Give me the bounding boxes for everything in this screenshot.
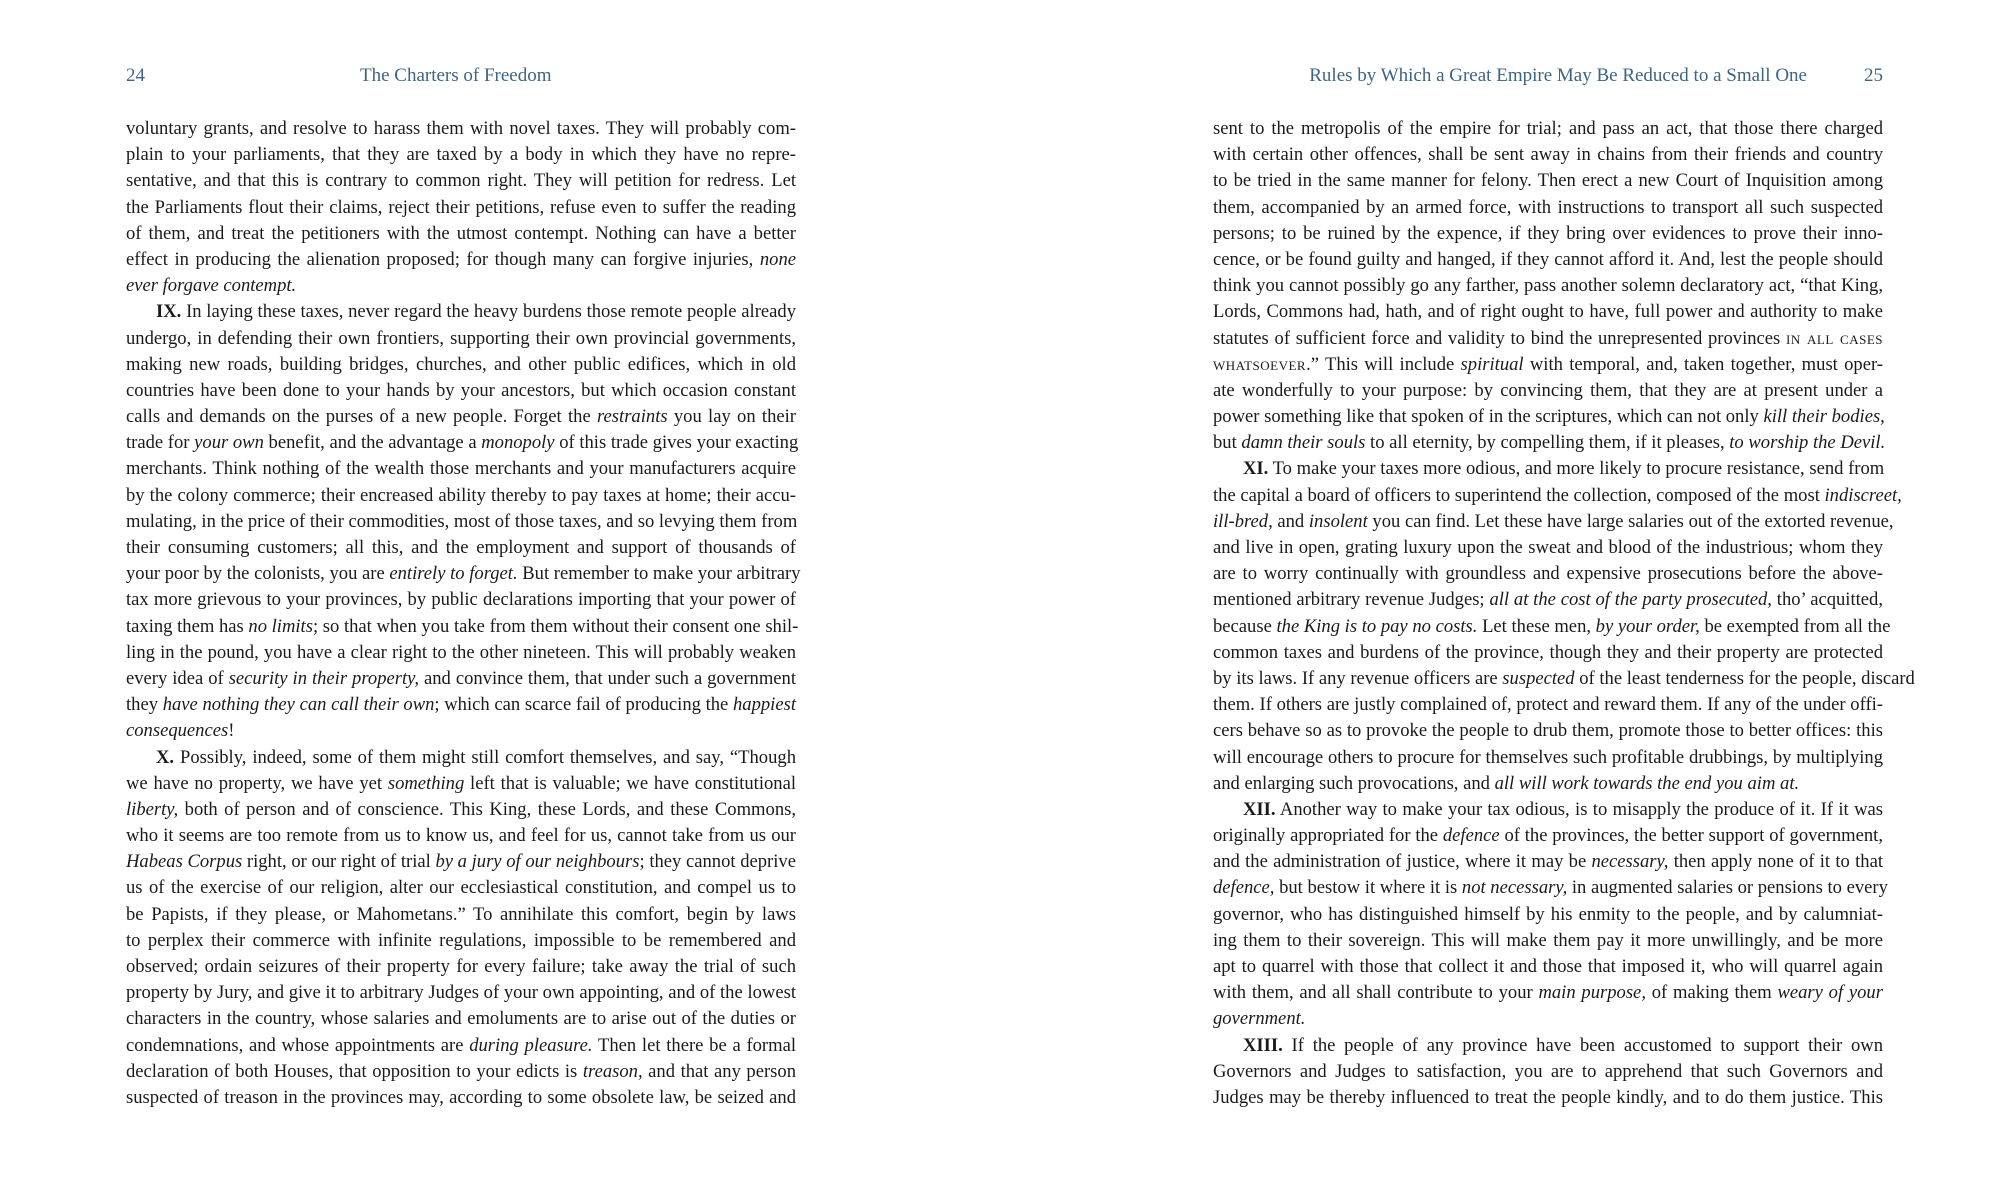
left-page-header [126, 64, 796, 88]
text-segment: of the least tenderness for the people, discard [1574, 667, 1915, 689]
text-line [126, 116, 796, 142]
text-segment: left that is valuable; we have constitutional [464, 772, 796, 794]
text-line [1213, 1033, 1883, 1059]
text-segment: with certain other offences, shall be sent away in chains from their friends and country [1213, 144, 1883, 166]
text-line [1213, 745, 1883, 771]
text-line [126, 247, 796, 273]
text-segment: we have no property, we have yet [126, 772, 388, 794]
text-segment: are to worry continually with groundless and expensive prosecutions before the above- [1213, 563, 1883, 585]
left-running-head: The Charters of Freedom [360, 65, 552, 86]
text-segment: think you cannot possibly go any farther, pass another solemn declaratory act, “that King, [1213, 275, 1883, 297]
text-segment: XI. [1243, 458, 1269, 480]
text-line [1213, 849, 1883, 875]
text-line [1213, 561, 1883, 587]
text-segment: but [1213, 432, 1242, 454]
text-segment: the Parliaments flout their claims, reject their petitions, refuse even to suffer the reading [126, 196, 796, 218]
text-segment: characters in the country, whose salaries and emoluments are to arise out of the duties or [126, 1008, 796, 1030]
right-page-header [1213, 64, 1883, 88]
text-segment: treason, [582, 1060, 643, 1082]
text-line [126, 561, 801, 587]
text-line [1213, 430, 1886, 456]
text-segment: .” This will include [1306, 353, 1461, 375]
text-segment: whatsoever [1213, 353, 1307, 375]
text-segment: you lay on their [667, 406, 796, 428]
text-line [126, 745, 796, 771]
text-segment: and enlarging such provocations, and [1213, 772, 1495, 794]
text-segment: ate wonderfully to your purpose: by convincing them, that they are at present under a [1213, 379, 1883, 401]
text-segment: of the provinces, the better support of government, [1499, 825, 1883, 847]
text-line [126, 352, 796, 378]
text-segment: main purpose, [1538, 982, 1646, 1004]
text-line [126, 483, 796, 509]
text-segment: Habeas Corpus [126, 851, 243, 873]
text-line [126, 849, 796, 875]
text-segment: liberty, [126, 798, 179, 820]
text-segment: XIII. [1243, 1034, 1283, 1056]
text-segment: to all eternity, by compelling them, if it pleases, [1365, 432, 1730, 454]
text-line [1213, 928, 1883, 954]
text-line [1213, 1006, 1883, 1032]
text-segment: have nothing they can call their own [162, 694, 435, 716]
text-segment: because [1213, 615, 1277, 637]
text-segment: making new roads, building bridges, churches, and other public edifices, which in old [126, 353, 796, 375]
text-segment: be Papists, if they please, or Mahometans.” To annihilate this comfort, begin by laws [126, 903, 796, 925]
text-segment: statutes of sufficient force and validity to bind the unrepresented provinces [1213, 327, 1787, 349]
text-segment: But remember to make your arbitrary [517, 563, 801, 585]
text-line [1213, 1059, 1883, 1085]
text-line [1213, 168, 1883, 194]
text-line [126, 404, 796, 430]
text-segment: taxing them has [126, 615, 249, 637]
text-line [1213, 195, 1883, 221]
text-line [1213, 273, 1883, 299]
text-segment: condemnations, and whose appointments are [126, 1034, 470, 1056]
text-line [1213, 352, 1883, 378]
text-segment: they [126, 694, 163, 716]
right-running-head: Rules by Which a Great Empire May Be Reduced to a Small One [1309, 65, 1807, 86]
text-segment: them, accompanied by an armed force, with instructions to transport all such suspected [1213, 196, 1883, 218]
text-line [1213, 326, 1883, 352]
text-segment: To make your taxes more odious, and more likely to procure resistance, send from [1268, 458, 1885, 480]
text-segment: calls and demands on the purses of a new people. Forget the [126, 406, 597, 428]
text-segment: Governors and Judges to satisfaction, you are to apprehend that such Governors and [1213, 1060, 1883, 1082]
text-segment: weary of your [1777, 982, 1883, 1004]
text-line [1213, 509, 1894, 535]
text-line [126, 875, 796, 901]
text-line [1213, 797, 1883, 823]
text-line [126, 902, 796, 928]
text-segment: something [387, 772, 465, 794]
text-segment: undergo, in defending their own frontiers, supporting their own provincial governments, [126, 327, 796, 349]
text-segment: ing them to their sovereign. This will make them pay it more unwillingly, and be more [1213, 929, 1883, 951]
text-segment: Another way to make your tax odious, is to misapply the produce of it. If it was [1275, 798, 1883, 820]
text-segment: not necessary, [1461, 877, 1568, 899]
text-segment: be exempted from all the [1699, 615, 1891, 637]
text-line [1213, 456, 1883, 482]
text-segment: ; which can scarce fail of producing the [434, 694, 733, 716]
text-line [1213, 1085, 1883, 1111]
text-line [1213, 404, 1883, 430]
text-line [1213, 954, 1883, 980]
right-page [1213, 0, 1915, 1190]
text-segment: XII. [1243, 798, 1276, 820]
text-line [126, 142, 796, 168]
text-segment: of making them [1645, 982, 1778, 1004]
text-segment: all at the cost of the party prosecuted, [1489, 589, 1772, 611]
text-line [126, 954, 796, 980]
text-line [126, 430, 799, 456]
text-segment: Possibly, indeed, some of them might still comfort themselves, and say, “Though [174, 746, 796, 768]
text-line [126, 640, 796, 666]
text-line [1213, 535, 1883, 561]
text-line [126, 980, 796, 1006]
text-segment: your own [194, 432, 264, 454]
text-segment: of them, and treat the petitioners with the utmost contempt. Nothing can have a better [126, 222, 796, 244]
text-segment: all will work towards the end you aim at. [1494, 772, 1800, 794]
text-segment: every idea of [126, 667, 229, 689]
text-segment: X. [156, 746, 175, 768]
text-segment: mentioned arbitrary revenue Judges; [1213, 589, 1490, 611]
text-segment: the capital a board of officers to superintend the collection, composed of the most [1213, 484, 1825, 506]
text-line [1213, 614, 1891, 640]
text-line [1213, 718, 1883, 744]
text-line [126, 666, 796, 692]
text-line [1213, 692, 1883, 718]
text-line [1213, 221, 1883, 247]
text-line [126, 273, 796, 299]
text-segment: no limits [248, 615, 313, 637]
text-segment: and the administration of justice, where it may be [1213, 851, 1592, 873]
text-segment: in augmented salaries or pensions to every [1567, 877, 1888, 899]
text-segment: sentative, and that this is contrary to common right. They will petition for redress. Let [126, 170, 796, 192]
text-line [126, 587, 796, 613]
text-line [126, 1006, 796, 1032]
text-segment: property by Jury, and give it to arbitrary Judges of your own appointing, and of the lowest [126, 982, 796, 1004]
text-segment: entirely to forget. [389, 563, 518, 585]
text-line [126, 718, 796, 744]
text-line [1213, 980, 1883, 1006]
text-segment: ever forgave contempt. [126, 275, 297, 297]
text-line [126, 823, 796, 849]
text-segment: persons; to be ruined by the expence, if they bring over evidences to prove their inno- [1213, 222, 1883, 244]
text-segment: voluntary grants, and resolve to harass them with novel taxes. They will probably com- [126, 118, 796, 139]
text-segment: who it seems are too remote from us to know us, and feel for us, cannot take from us our [126, 825, 796, 847]
text-line [1213, 823, 1883, 849]
text-segment: kill their bodies, [1763, 406, 1885, 428]
text-segment: by the colony commerce; their encreased ability thereby to pay taxes at home; their accu- [126, 484, 796, 506]
text-segment: their consuming customers; all this, and the employment and support of thousands of [126, 537, 796, 558]
text-segment: by a jury of our neighbours [435, 851, 640, 873]
text-line [1213, 587, 1883, 613]
text-segment: then apply none of it to that [1668, 851, 1884, 873]
text-line [126, 221, 796, 247]
text-segment: government. [1213, 1008, 1306, 1030]
text-segment: your poor by the colonists, you are [126, 563, 390, 585]
text-line [1213, 116, 1883, 142]
text-segment: necessary, [1591, 851, 1669, 873]
text-segment: suspected of treason in the provinces may, according to some obsolete law, be seized and [126, 1086, 796, 1108]
text-segment: and convince them, that under such a government [419, 667, 796, 689]
text-line [126, 168, 796, 194]
text-segment: countries have been done to your hands by your ancestors, but which occasion constant [126, 379, 796, 401]
text-segment: and [1272, 510, 1309, 532]
text-segment: sent to the metropolis of the empire for trial; and pass an act, that those there charged [1213, 118, 1883, 139]
text-line [126, 535, 796, 561]
text-segment: none [759, 248, 796, 270]
text-segment: in all cases [1786, 327, 1883, 349]
text-segment: ling in the pound, you have a clear right to the other nineteen. This will probably weaken [126, 641, 796, 663]
text-segment: during pleasure. [469, 1034, 593, 1056]
left-page-body [126, 116, 801, 1111]
text-segment: to be tried in the same manner for felony. Then erect a new Court of Inquisition among [1213, 170, 1883, 192]
text-line [126, 797, 796, 823]
text-line [126, 692, 796, 718]
text-segment: declaration of both Houses, that opposition to your edicts is [126, 1060, 583, 1082]
text-segment: will encourage others to procure for themselves such profitable drubbings, by multiplying [1213, 746, 1883, 768]
right-page-body [1213, 116, 1915, 1111]
text-segment: with them, and all shall contribute to your [1213, 982, 1539, 1004]
text-segment: to worship the Devil. [1729, 432, 1886, 454]
text-segment: benefit, and the advantage a [263, 432, 482, 454]
text-line [1213, 142, 1883, 168]
text-segment: of this trade gives your exacting [554, 432, 799, 454]
text-segment: spiritual [1460, 353, 1524, 375]
text-segment: you can find. Let these have large salaries out of the extorted revenue, [1367, 510, 1894, 532]
text-segment: with temporal, and, taken together, must oper- [1523, 353, 1883, 375]
text-segment: Judges may be thereby influenced to treat the people kindly, and to do them justice. This [1213, 1086, 1883, 1108]
text-segment: ! [228, 720, 235, 742]
text-segment: Then let there be a formal [592, 1034, 797, 1056]
text-segment: by its laws. If any revenue officers are [1213, 667, 1503, 689]
text-segment: ; they cannot deprive [639, 851, 796, 873]
left-page [126, 0, 801, 1190]
text-segment: defence, [1213, 877, 1275, 899]
text-line [126, 928, 796, 954]
text-segment: Lords, Commons had, hath, and of right ought to have, full power and authority to make [1213, 301, 1883, 323]
text-segment: damn their souls [1241, 432, 1366, 454]
text-segment: consequences [126, 720, 229, 742]
text-segment: both of person and of conscience. This King, these Lords, and these Commons, [178, 798, 796, 820]
text-line [126, 326, 796, 352]
text-segment: cence, or be found guilty and hanged, if they cannot afford it. And, lest the people should [1213, 248, 1883, 270]
text-segment: cers behave so as to provoke the people to drub them, promote those to better offices: this [1213, 720, 1883, 742]
text-segment: In laying these taxes, never regard the heavy burdens those remote people already [181, 301, 796, 323]
text-segment: security in their property, [228, 667, 420, 689]
text-segment: monopoly [481, 432, 555, 454]
text-segment: restraints [597, 406, 668, 428]
text-segment: by your order, [1595, 615, 1700, 637]
text-line [126, 195, 796, 221]
text-line [126, 771, 796, 797]
text-line [1213, 483, 1902, 509]
text-segment: ill-bred, [1213, 510, 1273, 532]
text-line [1213, 902, 1883, 928]
text-segment: governor, who has distinguished himself by his enmity to the people, and by calumniat- [1213, 903, 1883, 925]
text-line [1213, 771, 1883, 797]
text-segment: indiscreet, [1824, 484, 1902, 506]
text-segment: trade for [126, 432, 195, 454]
text-segment: IX. [156, 301, 182, 323]
text-segment: merchants. Think nothing of the wealth those merchants and your manufacturers acquire [126, 458, 796, 480]
text-segment: observed; ordain seizures of their property for every failure; take away the trial of such [126, 956, 796, 977]
text-segment: power something like that spoken of in the scriptures, which can not only [1213, 406, 1764, 428]
text-line [126, 456, 796, 482]
right-page-number: 25 [1864, 65, 1883, 86]
left-page-number: 24 [126, 65, 145, 86]
text-segment: mulating, in the price of their commodities, most of those taxes, and so levying them from [126, 510, 798, 532]
text-line [1213, 640, 1883, 666]
text-line [126, 1059, 796, 1085]
text-segment: defence [1442, 825, 1500, 847]
text-segment: insolent [1308, 510, 1368, 532]
text-segment: effect in producing the alienation proposed; for though many can forgive injuries, [126, 248, 760, 270]
text-line [1213, 378, 1883, 404]
text-segment: and live in open, grating luxury upon the sweat and blood of the industrious; whom they [1213, 537, 1883, 558]
text-line [126, 1033, 796, 1059]
text-segment: the King is to pay no costs. [1276, 615, 1478, 637]
text-segment: them. If others are justly complained of, protect and reward them. If any of the under offi- [1213, 694, 1883, 716]
text-segment: tho’ acquitted, [1771, 589, 1883, 611]
text-segment: Let these men, [1477, 615, 1596, 637]
text-line [1213, 666, 1915, 692]
text-segment: suspected [1502, 667, 1575, 689]
text-line [126, 509, 796, 535]
text-segment: happiest [732, 694, 796, 716]
text-segment: us of the exercise of our religion, alter our ecclesiastical constitution, and compel us to [126, 877, 796, 899]
text-segment: plain to your parliaments, that they are taxed by a body in which they have no repre- [126, 144, 796, 166]
text-segment: but bestow it where it is [1274, 877, 1462, 899]
text-segment: ; so that when you take from them without their consent one shil- [312, 615, 799, 637]
text-segment: right, or our right of trial [242, 851, 436, 873]
text-segment: and that any person [642, 1060, 796, 1082]
text-line [126, 1085, 796, 1111]
text-segment: to perplex their commerce with infinite regulations, impossible to be remembered and [126, 929, 796, 951]
text-line [1213, 875, 1888, 901]
text-segment: common taxes and burdens of the province, though they and their property are protected [1213, 641, 1883, 663]
text-line [126, 299, 796, 325]
text-line [1213, 299, 1883, 325]
text-segment: apt to quarrel with those that collect it and those that imposed it, who will quarrel again [1213, 956, 1883, 977]
text-line [1213, 247, 1883, 273]
text-segment: tax more grievous to your provinces, by public declarations importing that your power of [126, 589, 796, 611]
text-line [126, 614, 799, 640]
text-segment: If the people of any province have been accustomed to support their own [1282, 1034, 1883, 1056]
text-segment: originally appropriated for the [1213, 825, 1443, 847]
text-line [126, 378, 796, 404]
